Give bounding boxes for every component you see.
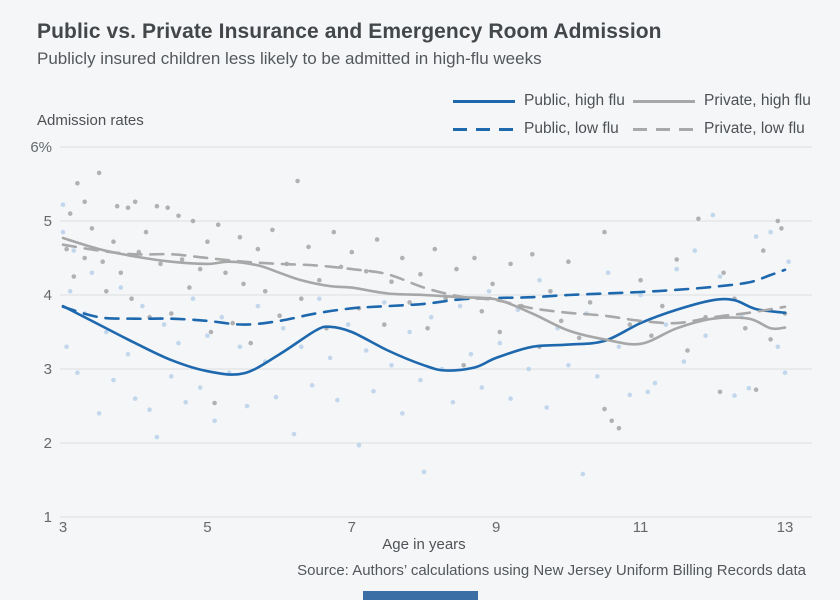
legend-label: Public, high flu (524, 92, 625, 109)
legend-label: Private, high flu (704, 92, 811, 109)
series-line-public-low-flu (63, 270, 785, 325)
legend-label: Public, low flu (524, 120, 619, 137)
y-axis-title: Admission rates (37, 112, 144, 129)
y-tick-label: 6% (30, 139, 52, 156)
scatter-points (61, 202, 791, 476)
x-tick-label: 9 (492, 519, 501, 536)
x-tick-label: 13 (776, 519, 794, 536)
gridlines (30, 139, 812, 536)
y-tick-label: 5 (43, 213, 52, 230)
page-title: Public vs. Private Insurance and Emergency Room Admission (37, 20, 662, 43)
x-axis-title: Age in years (382, 536, 466, 553)
page-subtitle: Publicly insured children less likely to be admitted in high-flu weeks (37, 49, 542, 68)
footer-accent-bar (363, 591, 478, 600)
y-tick-label: 4 (43, 287, 52, 304)
y-tick-label: 2 (43, 435, 52, 452)
series-line-public-high-flu (63, 299, 785, 375)
x-tick-label: 5 (203, 519, 212, 536)
y-tick-label: 1 (43, 509, 52, 526)
scatter-points (64, 171, 787, 431)
source-note: Source: Authors’ calculations using New Jersey Uniform Billing Records data (297, 562, 806, 579)
x-tick-label: 3 (58, 519, 68, 536)
y-tick-label: 3 (43, 361, 52, 378)
x-tick-label: 11 (632, 519, 649, 536)
legend-label: Private, low flu (704, 120, 805, 137)
x-tick-label: 7 (347, 519, 356, 536)
